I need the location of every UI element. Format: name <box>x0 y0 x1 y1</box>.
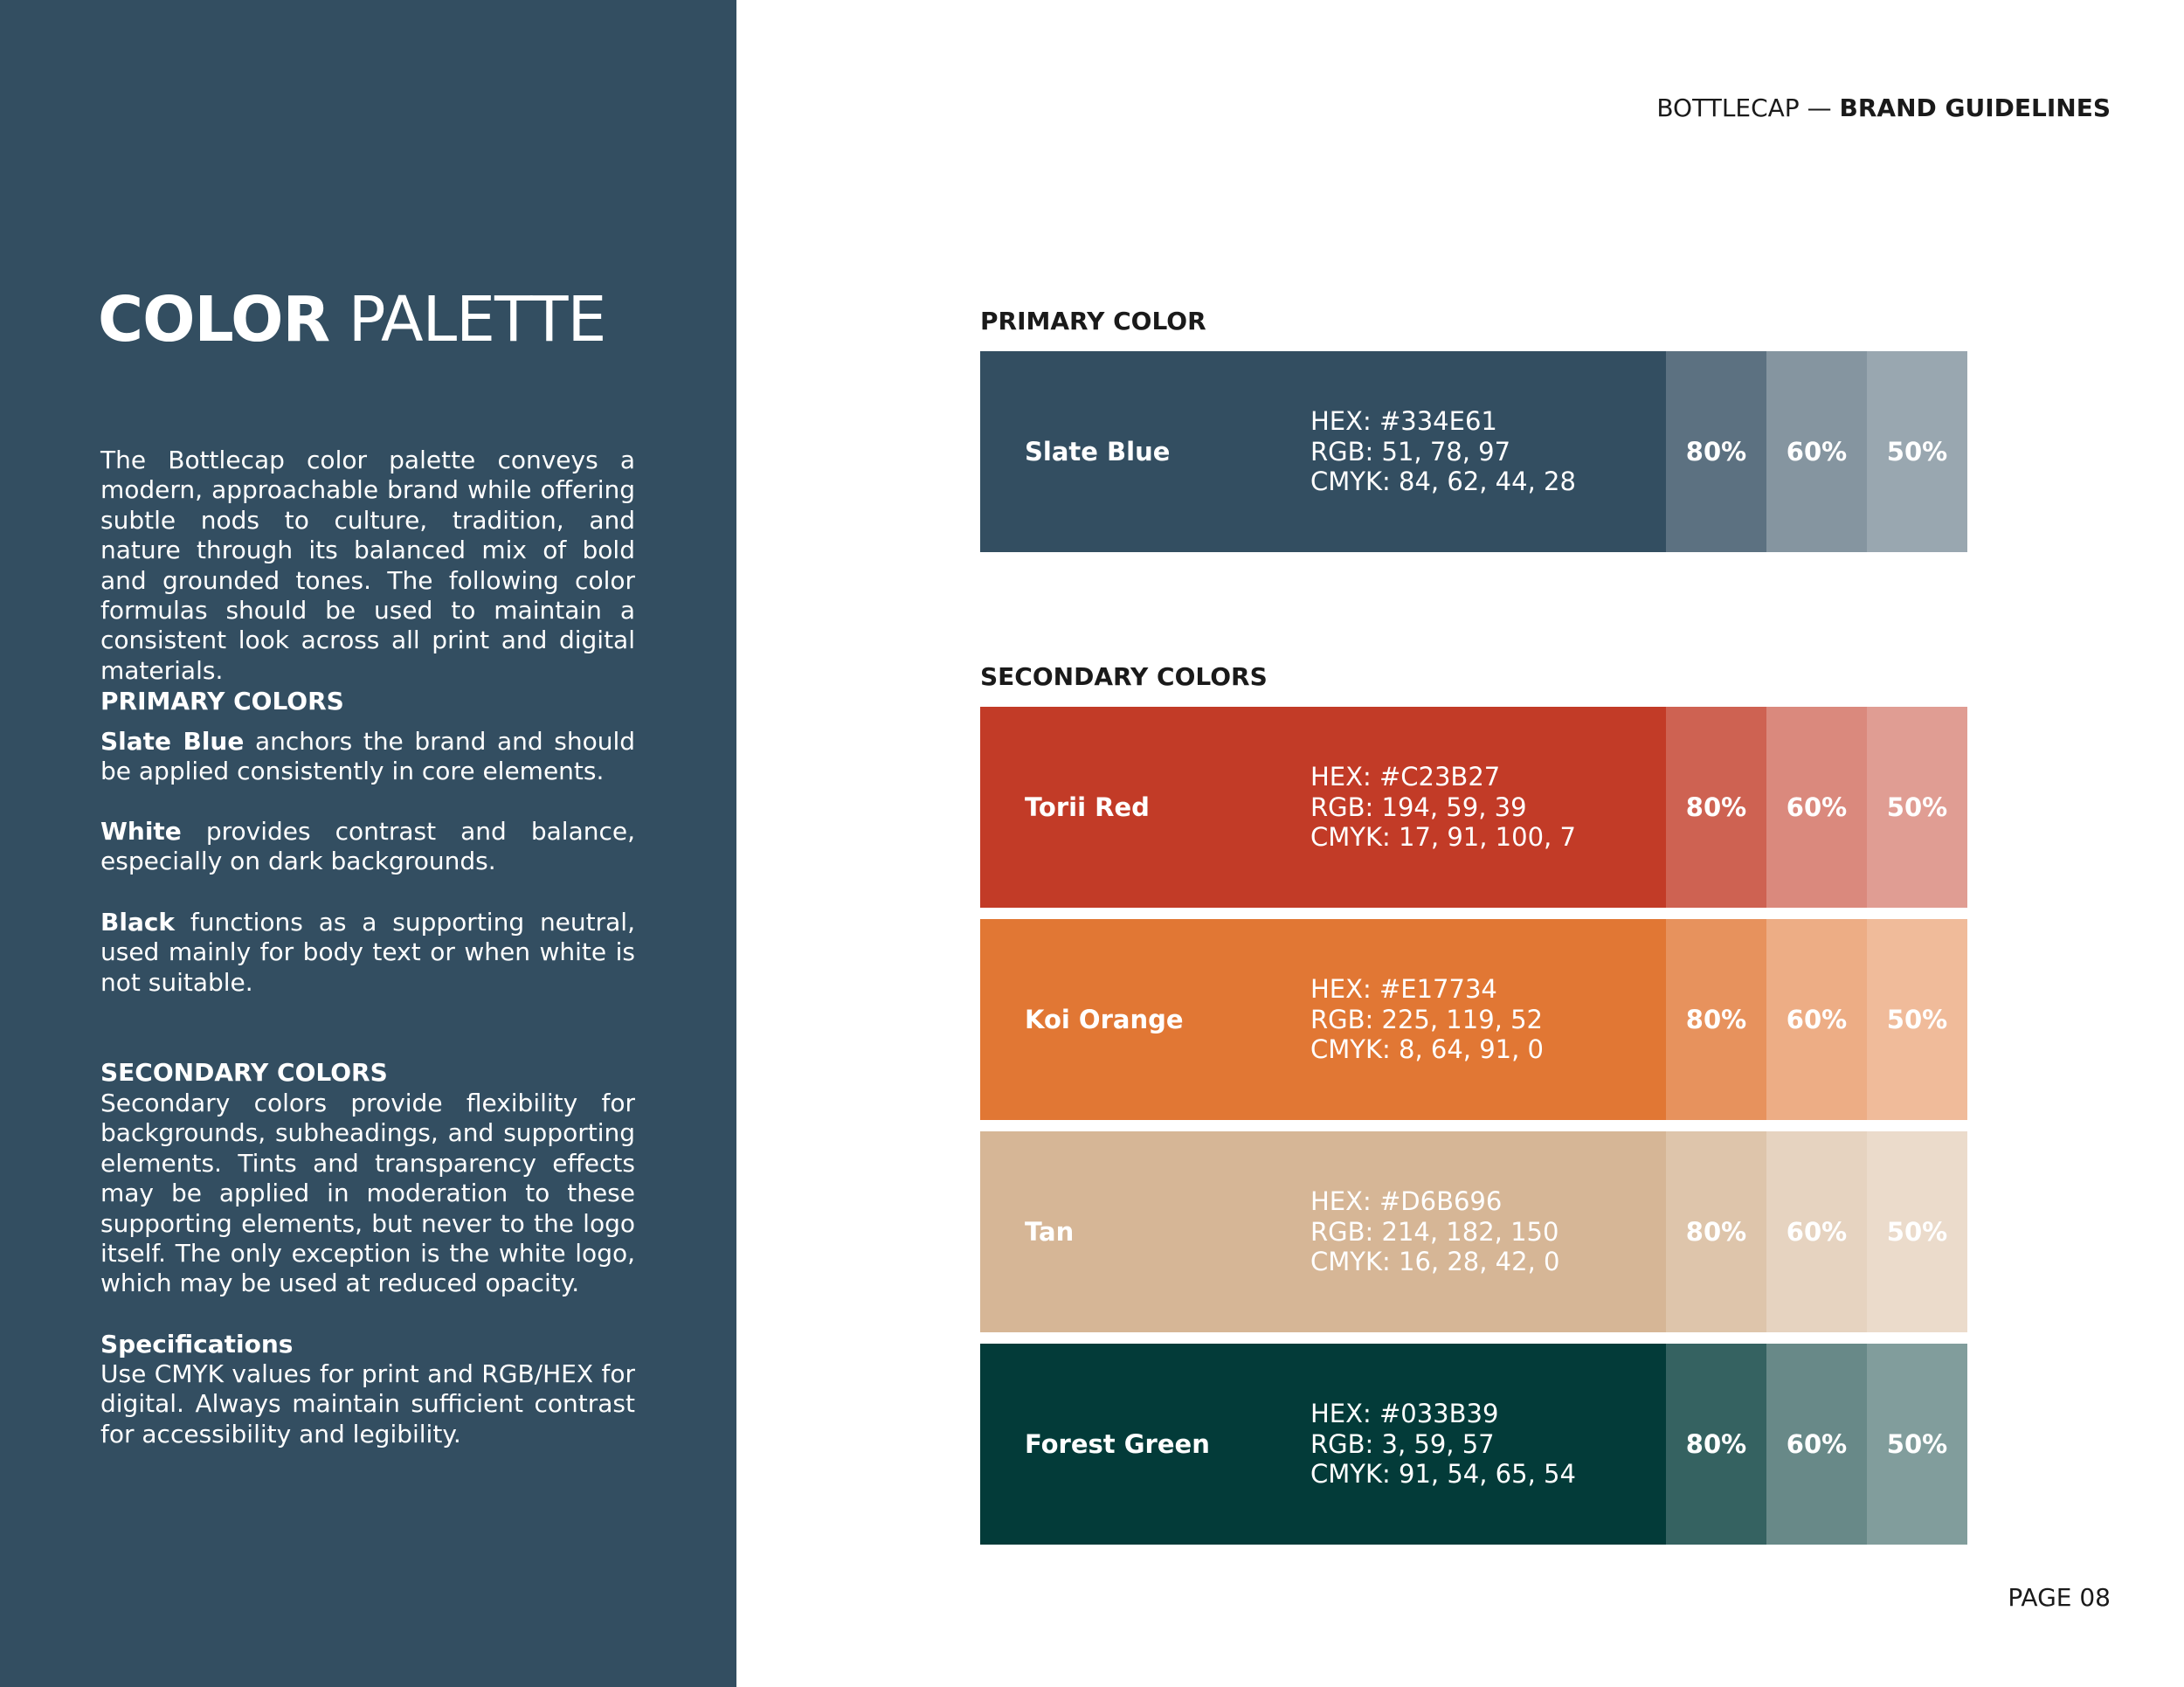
tint-50: 50% <box>1867 1344 1967 1545</box>
black-desc: functions as a supporting neutral, used mainly for body text or when white is not suitable. <box>100 908 635 997</box>
sidebar-panel <box>0 0 736 1687</box>
slate-blue-desc: anchors the brand and should be applied consistently in core elements. <box>100 727 635 786</box>
rgb-value: RGB: 225, 119, 52 <box>1310 1004 1543 1034</box>
swatch-specs <box>1310 1344 1576 1545</box>
swatch-main <box>980 707 1666 908</box>
hex-value: HEX: #E17734 <box>1310 974 1497 1005</box>
swatch-specs <box>1310 707 1576 908</box>
tint-80: 80% <box>1666 351 1766 552</box>
secondary-colors-label: SECONDARY COLORS <box>980 662 1268 691</box>
swatch-row-tan <box>980 1131 1968 1332</box>
tint-60: 60% <box>1766 1344 1867 1545</box>
tint-60: 60% <box>1766 351 1867 552</box>
tint-50: 50% <box>1867 919 1967 1120</box>
page-title <box>98 283 606 356</box>
swatch-row-torii-red <box>980 707 1968 908</box>
intro-paragraph: The Bottlecap color palette conveys a modern, approachable brand while offering subtle nods to culture, tradition, and nature through its balanced mix of bold and grounded tones. The following color formulas should be used to maintain a consistent look across all print and digital materials. <box>100 446 635 685</box>
swatch-main <box>980 919 1666 1120</box>
black-paragraph <box>100 908 635 998</box>
tint-80: 80% <box>1666 1344 1766 1545</box>
swatch-specs <box>1310 1131 1559 1332</box>
hex-value: HEX: #C23B27 <box>1310 762 1501 792</box>
white-paragraph <box>100 817 635 877</box>
primary-color-label: PRIMARY COLOR <box>980 307 1206 335</box>
rgb-value: RGB: 214, 182, 150 <box>1310 1216 1559 1247</box>
tint-80: 80% <box>1666 1131 1766 1332</box>
specifications-paragraph: Use CMYK values for print and RGB/HEX for digital. Always maintain sufficient contrast for accessibility and legibility. <box>100 1359 635 1448</box>
tint-50: 50% <box>1867 351 1967 552</box>
swatch-specs <box>1310 351 1576 552</box>
rgb-value: RGB: 194, 59, 39 <box>1310 792 1527 822</box>
cmyk-value: CMYK: 84, 62, 44, 28 <box>1310 467 1576 497</box>
document-header <box>1656 93 2111 122</box>
hex-value: HEX: #D6B696 <box>1310 1186 1503 1217</box>
swatch-name: Slate Blue <box>1025 437 1171 467</box>
title-bold: COLOR <box>98 283 330 356</box>
tint-80: 80% <box>1666 919 1766 1120</box>
hex-value: HEX: #334E61 <box>1310 406 1497 437</box>
swatch-specs <box>1310 919 1544 1120</box>
secondary-paragraph: Secondary colors provide flexibility for backgrounds, subheadings, and supporting elements. Tints and transparency effects may be applied in moderation to these supporting elements, but never to the logo itself. The only exception is the white logo, which may be used at reduced opacity. <box>100 1089 635 1298</box>
swatch-row-slate-blue <box>980 351 1968 552</box>
swatch-name: Tan <box>1025 1217 1075 1247</box>
rgb-value: RGB: 51, 78, 97 <box>1310 436 1511 467</box>
tint-80: 80% <box>1666 707 1766 908</box>
white-desc: provides contrast and balance, especially on dark backgrounds. <box>100 817 635 876</box>
swatch-main <box>980 351 1666 552</box>
swatch-row-koi-orange <box>980 919 1968 1120</box>
swatch-row-forest-green <box>980 1344 1968 1545</box>
slate-blue-term: Slate Blue <box>100 727 245 756</box>
swatch-name: Koi Orange <box>1025 1005 1184 1034</box>
tint-60: 60% <box>1766 919 1867 1120</box>
page-number: PAGE 08 <box>2008 1583 2111 1612</box>
tint-50: 50% <box>1867 1131 1967 1332</box>
tint-60: 60% <box>1766 1131 1867 1332</box>
title-light: PALETTE <box>348 283 606 356</box>
cmyk-value: CMYK: 16, 28, 42, 0 <box>1310 1247 1560 1277</box>
hex-value: HEX: #033B39 <box>1310 1399 1499 1429</box>
swatch-main <box>980 1131 1666 1332</box>
swatch-main <box>980 1344 1666 1545</box>
header-title: BRAND GUIDELINES <box>1839 93 2111 122</box>
swatch-name: Forest Green <box>1025 1429 1210 1459</box>
rgb-value: RGB: 3, 59, 57 <box>1310 1428 1495 1459</box>
swatch-name: Torii Red <box>1025 792 1150 822</box>
secondary-colors-heading: SECONDARY COLORS <box>100 1058 388 1087</box>
cmyk-value: CMYK: 8, 64, 91, 0 <box>1310 1034 1545 1065</box>
tint-50: 50% <box>1867 707 1967 908</box>
black-term: Black <box>100 908 176 937</box>
header-brand: BOTTLECAP — <box>1656 93 1840 122</box>
slate-blue-paragraph <box>100 727 635 787</box>
cmyk-value: CMYK: 17, 91, 100, 7 <box>1310 822 1576 853</box>
specifications-heading: Specifications <box>100 1330 294 1359</box>
white-term: White <box>100 817 182 846</box>
primary-colors-heading: PRIMARY COLORS <box>100 687 344 716</box>
tint-60: 60% <box>1766 707 1867 908</box>
cmyk-value: CMYK: 91, 54, 65, 54 <box>1310 1459 1576 1490</box>
